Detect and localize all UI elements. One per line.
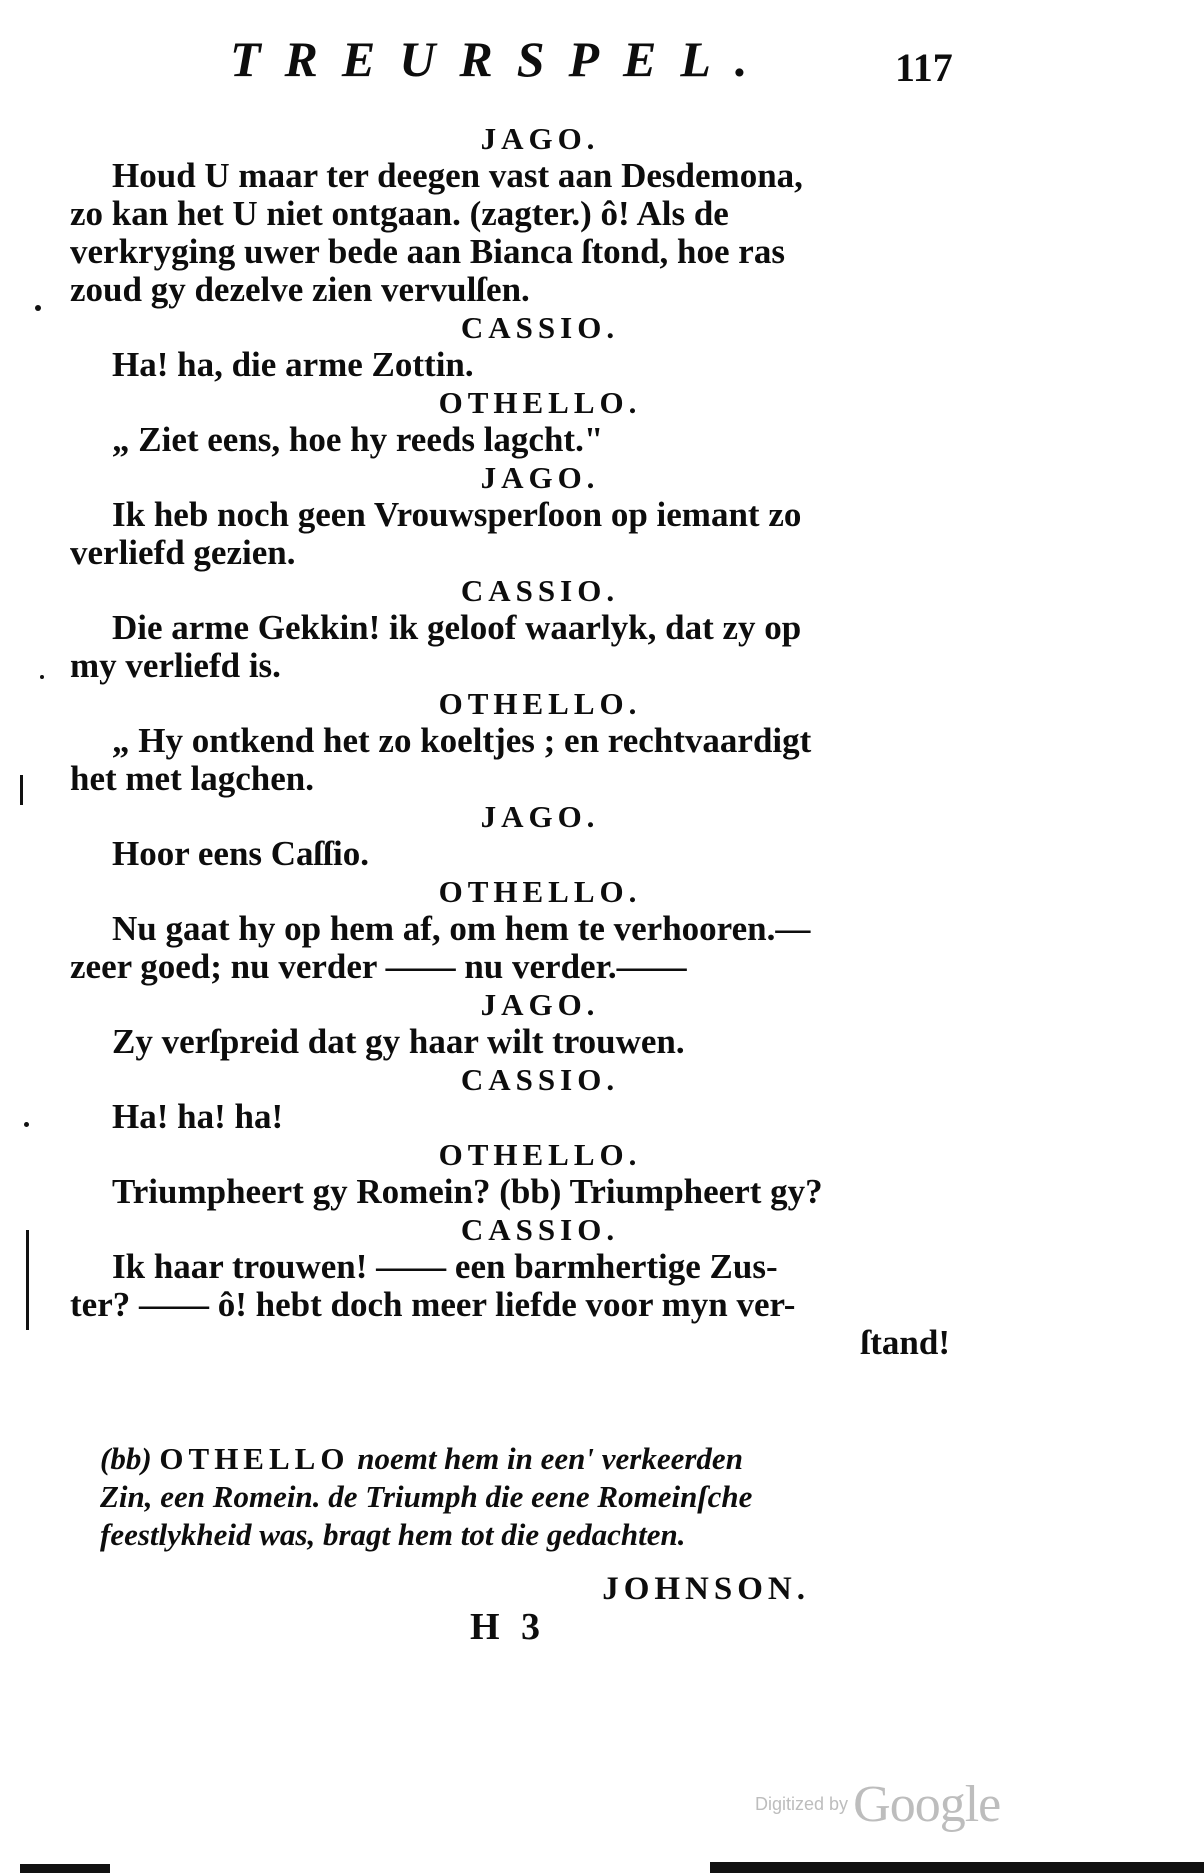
speech-line: Nu gaat hy op hem af, om hem te verhooren.—	[112, 909, 811, 948]
watermark	[755, 1775, 1000, 1834]
speech-line: ter? —— ô! hebt doch meer liefde voor myn ver-	[70, 1285, 796, 1324]
speech-line: Ha! ha, die arme Zottin.	[112, 345, 474, 384]
speech-line: my verliefd is.	[70, 646, 281, 685]
margin-mark	[26, 1230, 29, 1330]
speech-line: Ik heb noch geen Vrouwsperſoon op iemant zo	[112, 495, 802, 534]
dialogue-text	[70, 120, 950, 1362]
speech	[70, 421, 950, 459]
speech	[70, 1173, 950, 1211]
speech-line: Die arme Gekkin! ik geloof waarlyk, dat zy op	[112, 608, 802, 647]
signature-mark: H 3	[470, 1606, 547, 1648]
speech	[70, 1023, 950, 1061]
speaker-name: CASSIO.	[460, 1212, 620, 1247]
speech	[70, 722, 950, 798]
speech	[70, 1248, 950, 1362]
speech	[70, 157, 950, 309]
margin-mark	[40, 675, 44, 679]
speaker-name: CASSIO.	[460, 310, 620, 345]
speech-line: zoud gy dezelve zien vervulſen.	[70, 270, 530, 309]
footnote-marker: (bb)	[100, 1441, 152, 1476]
footnote-text: feestlykheid was, bragt hem tot die gedachten.	[100, 1517, 686, 1552]
speech-line: verkryging uwer bede aan Bianca ſtond, hoe ras	[70, 232, 785, 271]
speech	[70, 496, 950, 572]
margin-mark	[24, 1122, 29, 1127]
margin-mark	[35, 305, 41, 311]
speaker-name: JAGO.	[480, 987, 600, 1022]
speech	[70, 1098, 950, 1136]
running-title: TREURSPEL.	[230, 31, 772, 87]
speech-line: zeer goed; nu verder —— nu verder.——	[70, 947, 687, 986]
speech-line: Ha! ha! ha!	[112, 1097, 284, 1136]
footnote-text: noemt hem in een' verkeerden	[357, 1441, 743, 1476]
speaker-name: CASSIO.	[460, 1062, 620, 1097]
speaker-name: JAGO.	[480, 460, 600, 495]
footnote	[100, 1440, 930, 1608]
footnote-text: Zin, een Romein. de Triumph die eene Romeinſche	[100, 1479, 753, 1514]
page-number: 117	[895, 45, 953, 90]
speech-line: verliefd gezien.	[70, 533, 296, 572]
speaker-name: CASSIO.	[460, 573, 620, 608]
footnote-attribution: JOHNSON.	[602, 1571, 810, 1607]
speaker-name: JAGO.	[480, 121, 600, 156]
speech-line: ſtand!	[860, 1323, 950, 1362]
speech-line: Triumpheert gy Romein? (bb) Triumpheert gy?	[112, 1172, 823, 1211]
watermark-prefix: Digitized by	[755, 1794, 849, 1814]
speech	[70, 910, 950, 986]
speech-line: Ik haar trouwen! —— een barmhertige Zus-	[112, 1247, 778, 1286]
speaker-name: OTHELLO.	[438, 874, 642, 909]
speaker-name: OTHELLO.	[438, 385, 642, 420]
margin-mark	[20, 775, 23, 805]
speech	[70, 835, 950, 873]
speech-line: „ Hy ontkend het zo koeltjes ; en rechtvaardigt	[112, 721, 812, 760]
google-logo: Google	[853, 1776, 1001, 1833]
speech	[70, 346, 950, 384]
speaker-name: OTHELLO.	[438, 686, 642, 721]
speech-line: Hoor eens Caſſio.	[112, 834, 369, 873]
page-edge-scan-artifact	[20, 1858, 1204, 1873]
speech-line: het met lagchen.	[70, 759, 314, 798]
speaker-name: JAGO.	[480, 799, 600, 834]
page-header	[0, 30, 1204, 100]
footnote-name: OTHELLO	[159, 1441, 350, 1476]
speech-line: Houd U maar ter deegen vast aan Desdemona,	[112, 156, 803, 195]
speech-line: zo kan het U niet ontgaan. (zagter.) ô! Als de	[70, 194, 729, 233]
speech-line: Zy verſpreid dat gy haar wilt trouwen.	[112, 1022, 685, 1061]
speech	[70, 609, 950, 685]
speech-line: „ Ziet eens, hoe hy reeds lagcht."	[112, 420, 604, 459]
speaker-name: OTHELLO.	[438, 1137, 642, 1172]
